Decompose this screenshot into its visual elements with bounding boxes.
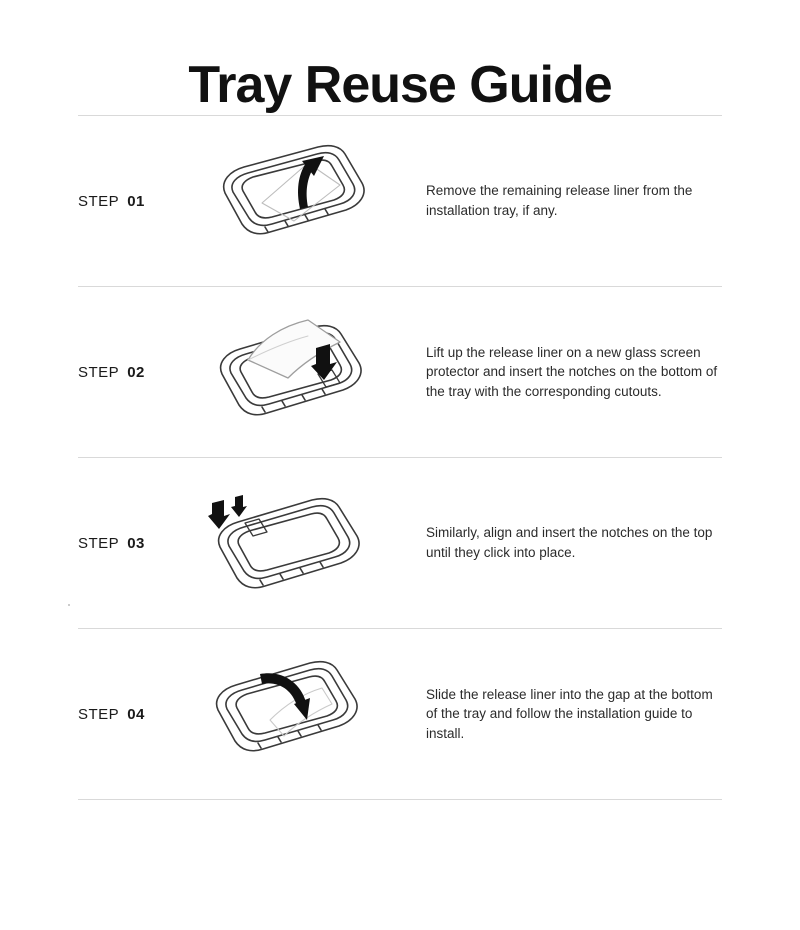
step-figure-4 xyxy=(190,644,400,784)
step-description xyxy=(400,181,722,220)
step-word: STEP xyxy=(78,363,120,381)
arrow-curved-glyph xyxy=(260,673,310,720)
step-figure-3 xyxy=(190,473,400,613)
decorative-dot xyxy=(68,604,70,606)
steps-list xyxy=(0,116,800,800)
page-title: Tray Reuse Guide xyxy=(188,56,612,114)
step-description xyxy=(400,685,722,744)
step-description-text: Remove the remaining release liner from the installation tray, if any. xyxy=(426,183,693,218)
step-label xyxy=(78,535,190,552)
step-figure-2 xyxy=(190,302,400,442)
step-description-text: Slide the release liner into the gap at the bottom of the tray and follow the installation guide to install. xyxy=(426,686,713,741)
step-word: STEP xyxy=(78,192,120,210)
step-word: STEP xyxy=(78,534,120,552)
step-figure-1 xyxy=(190,131,400,271)
step-number: 02 xyxy=(127,363,145,381)
step-word: STEP xyxy=(78,705,120,723)
arrow-double-glyph xyxy=(208,495,247,529)
list-item xyxy=(0,287,800,457)
divider-bottom xyxy=(78,799,722,800)
step-number: 03 xyxy=(127,534,145,552)
list-item xyxy=(0,116,800,286)
list-item xyxy=(0,629,800,799)
list-item xyxy=(0,458,800,628)
step-description xyxy=(400,343,722,402)
step-number: 04 xyxy=(127,705,145,723)
step-description xyxy=(400,523,722,562)
step-description-text: Similarly, align and insert the notches on the top until they click into place. xyxy=(426,525,713,560)
step-label xyxy=(78,364,190,381)
step-number: 01 xyxy=(127,192,145,210)
step-label xyxy=(78,706,190,723)
step-label xyxy=(78,193,190,210)
step-description-text: Lift up the release liner on a new glass screen protector and insert the notches on the bottom of the tray with the corresponding cutouts. xyxy=(426,344,718,399)
